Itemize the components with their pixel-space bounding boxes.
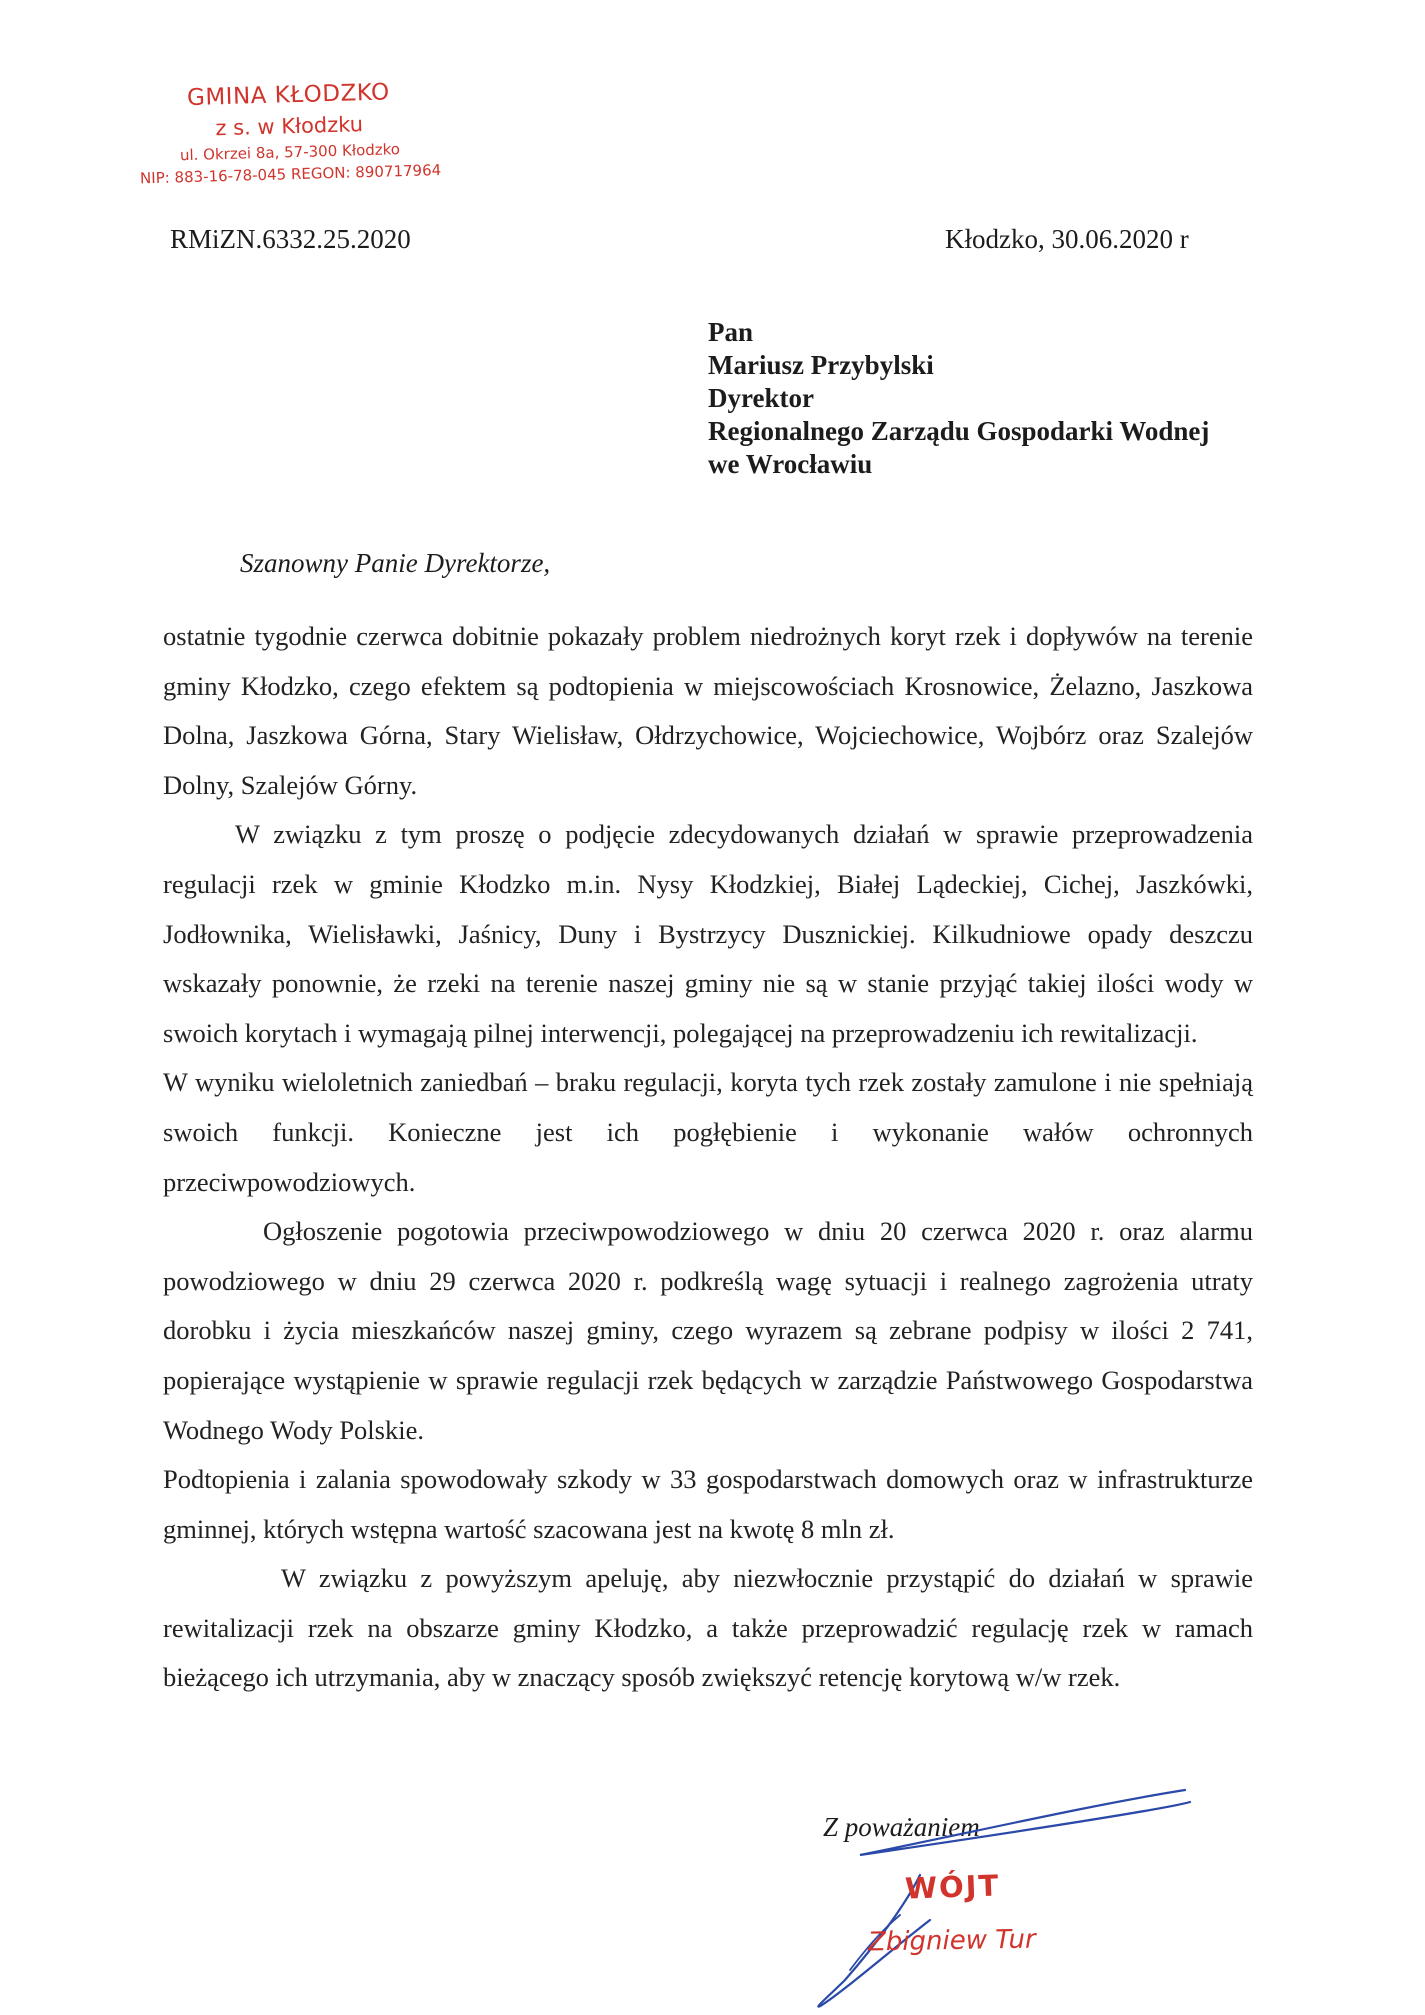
stamp-line-address: ul. Okrzei 8a, 57-300 Kłodzko xyxy=(179,140,401,165)
body-paragraph: W związku z tym proszę o podjęcie zdecydowanych działań w sprawie przeprowadzenia regulacji rzek w gminie Kłodzko m.in. Nysy Kłodzkiej, Białej Lądeckiej, Cichej, Jaszkówki, Jodłownika, Wielisławki, Jaśnicy, Duny i Bystrzycy Dusznickiej. Kilkudniowe opady deszczu wskazały ponownie, że rzeki na terenie naszej gminy nie są w stanie przyjąć takiej ilości wody w swoich korytach i wymagają pilnej interwencji, polegającej na przeprowadzeniu ich rewitalizacji. xyxy=(163,819,1253,1048)
place-and-date: Kłodzko, 30.06.2020 r xyxy=(945,224,1189,254)
municipality-stamp xyxy=(118,75,461,190)
addressee-line: Regionalnego Zarządu Gospodarki Wodnej xyxy=(708,416,1210,446)
addressee-line: Pan xyxy=(708,317,754,347)
signatory-name-stamp: Zbigniew Tur xyxy=(867,1924,1036,1958)
stamp-line-ids: NIP: 883-16-78-045 REGON: 890717964 xyxy=(139,161,442,188)
addressee-line: Mariusz Przybylski xyxy=(708,350,934,380)
addressee-line: Dyrektor xyxy=(708,383,814,413)
body-paragraph: W związku z powyższym apeluję, aby niezwłocznie przystąpić do działań w sprawie rewitalizacji rzek na obszarze gminy Kłodzko, a także przeprowadzić regulację rzek w ramach bieżącego ich utrzymania, aby w znaczący sposób zwiększyć retencję korytową w/w rzek. xyxy=(163,1563,1253,1693)
closing-phrase: Z poważaniem xyxy=(823,1812,980,1842)
addressee-line: we Wrocławiu xyxy=(708,449,873,479)
body-paragraph: Podtopienia i zalania spowodowały szkody w 33 gospodarstwach domowych oraz w infrastrukturze gminnej, których wstępna wartość szacowana jest na kwotę 8 mln zł. xyxy=(163,1464,1253,1544)
letter-body xyxy=(163,612,1253,1703)
salutation: Szanowny Panie Dyrektorze, xyxy=(240,548,551,578)
body-paragraph: Ogłoszenie pogotowia przeciwpowodziowego w dniu 20 czerwca 2020 r. oraz alarmu powodziowego w dniu 29 czerwca 2020 r. podkreślą wagę sytuacji i realnego zagrożenia utraty dorobku i życia mieszkańców naszej gminy, czego wyrazem są zebrane podpisy w ilości 2 741, popierające wystąpienie w sprawie regulacji rzek będących w zarządzie Państwowego Gospodarstwa Wodnego Wody Polskie. xyxy=(163,1216,1253,1445)
stamp-line-seat: z s. w Kłodzku xyxy=(215,112,364,141)
body-paragraph: W wyniku wieloletnich zaniedbań – braku regulacji, koryta tych rzek zostały zamulone i nie spełniają swoich funkcji. Konieczne jest ich pogłębienie i wykonanie wałów ochronnych przeciwpowodziowych. xyxy=(163,1067,1253,1197)
stamp-line-name: GMINA KŁODZKO xyxy=(186,79,391,112)
addressee-block xyxy=(708,316,1209,481)
reference-number: RMiZN.6332.25.2020 xyxy=(170,224,411,254)
signatory-title-stamp: WÓJT xyxy=(904,1868,1001,1906)
body-paragraph: ostatnie tygodnie czerwca dobitnie pokazały problem niedrożnych koryt rzek i dopływów na terenie gminy Kłodzko, czego efektem są podtopienia w miejscowościach Krosnowice, Żelazno, Jaszkowa Dolna, Jaszkowa Górna, Stary Wielisław, Ołdrzychowice, Wojciechowice, Wojbórz oraz Szalejów Dolny, Szalejów Górny. xyxy=(163,621,1253,800)
